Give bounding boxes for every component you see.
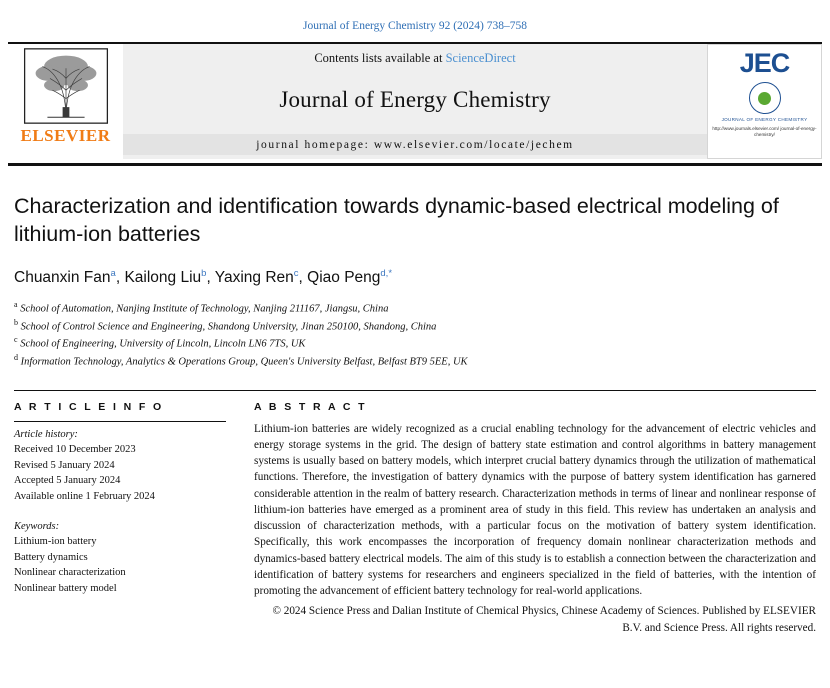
author-list [14,268,816,287]
affiliation-item [14,352,816,370]
author-name: Kailong Liu [124,268,202,286]
info-abstract-columns [14,401,816,636]
article-history-item: Available online 1 February 2024 [14,491,155,503]
keyword-item: Nonlinear battery model [14,583,117,595]
masthead-bottom-rule [8,163,822,166]
affiliation-item [14,334,816,352]
article-info-column [14,401,226,636]
affiliation-text: School of Control Science and Engineering, Shandong University, Jinan 250100, Shandong, China [20,321,437,333]
author-affil-marker: c [293,267,299,279]
affiliation-item [14,299,816,317]
abstract-heading: A B S T R A C T [254,400,367,413]
author-affil-marker: a [110,267,116,279]
author-separator: , [206,268,215,286]
elsevier-wordmark: ELSEVIER [20,126,111,145]
elsevier-tree-icon [23,48,109,124]
jec-logo [707,44,822,159]
title-block [14,192,816,370]
keywords-block [14,521,226,597]
masthead-center [123,44,707,159]
author-name: Chuanxin Fan [14,268,111,286]
sciencedirect-link[interactable]: ScienceDirect [445,51,516,65]
jec-wordmark: JEC [739,48,790,78]
jec-url: http://www.journals.elsevier.com/ journal-of-energy-chemistry/ [712,126,817,138]
contents-line [314,51,515,66]
article-history-item: Revised 5 January 2024 [14,459,115,471]
contents-prefix: Contents lists available at [314,51,446,65]
author-separator: , [115,268,125,286]
author-name: Yaxing Ren [214,268,294,286]
affiliation-list [14,299,816,370]
affiliation-item [14,317,816,335]
author-entry[interactable] [14,269,116,286]
article-history-label: Article history: [14,428,78,440]
affiliation-marker: b [14,317,18,327]
abstract-column [254,401,816,636]
journal-masthead [8,44,822,159]
abstract-copyright: © 2024 Science Press and Dalian Institute of Chemical Physics, Chinese Academy of Sciences. Published by ELSEVIER B.V. and Science Press. All rights reserved. [272,605,816,634]
keyword-item: Battery dynamics [14,551,88,563]
article-history-item: Accepted 5 January 2024 [14,475,121,487]
affiliation-marker: d [14,353,18,363]
author-affil-marker: b [201,267,207,279]
author-affil-marker: d,* [380,267,393,279]
author-entry[interactable] [307,269,392,286]
article-history-item: Received 10 December 2023 [14,443,136,455]
section-divider [14,390,816,391]
affiliation-text: Information Technology, Analytics & Operations Group, Queen's University Belfast, Belfast BT9 5EE, UK [20,356,468,368]
author-entry[interactable] [215,269,299,286]
affiliation-text: School of Engineering, University of Lincoln, Lincoln LN6 7TS, UK [20,338,306,350]
affiliation-marker: a [14,299,18,309]
abstract-text: Lithium-ion batteries are widely recognized as a crucial enabling technology for the advancement of electric vehicles and energy storage systems in the grid. The design of battery state estimation and control algorithms in battery management systems is usually based on battery models, which interpret crucial battery dynamics through the utilization of mathematical functions. Therefore, the investigation of battery dynamics with the purpose of battery system identification has garnered considerable attention in the realm of battery research. Characterization methods in terms of linear and nonlinear response of lithium-ion batteries have emerged as a prominent area of study in this field. This review has undertaken an analysis and discussion of characterization methods, with a particular focus on the motivation of battery system identification. Specifically, this work encompasses the incorporation of frequency domain nonlinear characterization methods and dynamics-based battery electrical models. The aim of this study is to establish a connection between the characterization and identification of battery systems for researchers and engineers specialized in the field of batteries, with the intention of promoting the advancement of efficient battery technology for real-world applications. [254,422,816,598]
affiliation-text: School of Automation, Nanjing Institute of Technology, Nanjing 211167, Jiangsu, China [20,303,389,315]
jec-subtitle: JOURNAL OF ENERGY CHEMISTRY [721,117,808,122]
keywords-label: Keywords: [14,520,60,532]
article-info-rule [14,421,226,422]
keyword-item: Nonlinear characterization [14,567,126,579]
article-info-heading: A R T I C L E I N F O [14,400,164,413]
elsevier-logo [8,44,123,159]
journal-name: Journal of Energy Chemistry [279,87,551,112]
journal-homepage[interactable]: journal homepage: www.elsevier.com/locate/jechem [123,134,707,155]
page-title: Characterization and identification towards dynamic-based electrical modeling of lithium-ion batteries [14,194,779,247]
keyword-item: Lithium-ion battery [14,535,97,547]
affiliation-marker: c [14,335,18,345]
running-head: Journal of Energy Chemistry 92 (2024) 738–758 [302,20,527,32]
author-separator: , [298,268,308,286]
jec-circle-icon [749,82,781,114]
author-name: Qiao Peng [307,268,381,286]
author-entry[interactable] [124,269,206,286]
